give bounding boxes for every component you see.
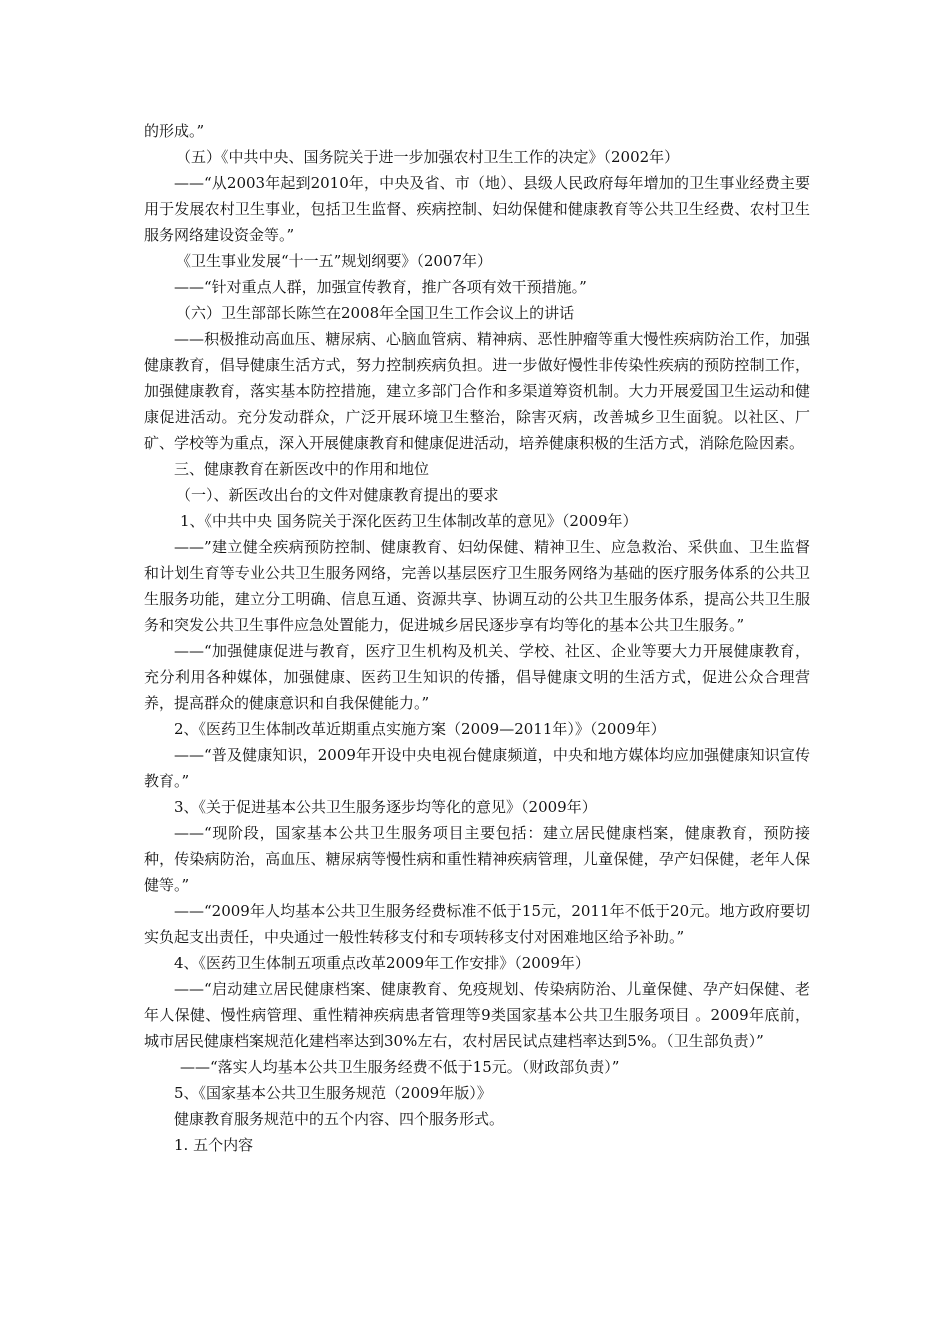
- list-item-2: 2、《医药卫生体制改革近期重点实施方案（2009—2011年）》（2009年）: [174, 720, 666, 738]
- quote-paragraph: ——“启动建立居民健康档案、健康教育、免疫规划、传染病防治、儿童保健、孕产妇保健、老年人保健、慢性病管理、重性精神疾病患者管理等9类国家基本公共卫生服务项目 。2009年底前，城市居民健康档案规范化建档率达到30%左右，农村居民试点建档率达到5%。（卫生部负责）”: [144, 980, 810, 1050]
- quote-paragraph: ——“普及健康知识，2009年开设中央电视台健康频道，中央和地方媒体均应加强健康知识宣传教育。”: [144, 746, 810, 790]
- subsection-heading-one: （一）、新医改出台的文件对健康教育提出的要求: [176, 486, 499, 504]
- subheading-five-contents: 1. 五个内容: [174, 1136, 254, 1154]
- body-paragraph: 健康教育服务规范中的五个内容、四个服务形式。: [174, 1110, 505, 1128]
- paragraph-continuation: 的形成。”: [144, 122, 205, 140]
- quote-paragraph: ——积极推动高血压、糖尿病、心脑血管病、精神病、恶性肿瘤等重大慢性疾病防治工作，加强健康教育，倡导健康生活方式，努力控制疾病负担。进一步做好慢性非传染性疾病的预防控制工作，加强健康教育，落实基本防控措施，建立多部门合作和多渠道筹资机制。大力开展爱国卫生运动和健康促进活动。充分发动群众，广泛开展环境卫生整治，除害灭病，改善城乡卫生面貌。以社区、厂矿、学校等为重点，深入开展健康教育和健康促进活动，培养健康积极的生活方式，消除危险因素。: [144, 330, 810, 452]
- quote-paragraph: ——“加强健康促进与教育，医疗卫生机构及机关、学校、社区、企业等要大力开展健康教育，充分利用各种媒体，加强健康、医药卫生知识的传播，倡导健康文明的生活方式，促进公众合理营养，提高群众的健康意识和自我保健能力。”: [144, 642, 810, 712]
- list-item-5: 5、《国家基本公共卫生服务规范（2009年版）》: [174, 1084, 492, 1102]
- list-item-3: 3、《关于促进基本公共卫生服务逐步均等化的意见》（2009年）: [174, 798, 597, 816]
- quote-paragraph: ——“现阶段，国家基本公共卫生服务项目主要包括：建立居民健康档案，健康教育，预防接种，传染病防治，高血压、糖尿病等慢性病和重性精神疾病管理，儿童保健，孕产妇保健，老年人保健等。”: [144, 824, 810, 894]
- quote-paragraph: ——“2009年人均基本公共卫生服务经费标准不低于15元，2011年不低于20元。地方政府要切实负起支出责任，中央通过一般性转移支付和专项转移支付对困难地区给予补助。”: [144, 902, 810, 946]
- document-title-line: 《卫生事业发展“十一五”规划纲要》（2007年）: [176, 252, 493, 270]
- list-item-4: 4、《医药卫生体制五项重点改革2009年工作安排》（2009年）: [174, 954, 590, 972]
- quote-paragraph: ——“落实人均基本公共卫生服务经费不低于15元。（财政部负责）”: [180, 1058, 620, 1076]
- quote-paragraph: ——“针对重点人群，加强宣传教育，推广各项有效干预措施。”: [174, 278, 587, 296]
- quote-paragraph: ——“从2003年起到2010年，中央及省、市（地）、县级人民政府每年增加的卫生事业经费主要用于发展农村卫生事业，包括卫生监督、疾病控制、妇幼保健和健康教育等公共卫生经费、农村卫生服务网络建设资金等。”: [144, 174, 810, 244]
- heading-item-five: （五）《中共中央、国务院关于进一步加强农村卫生工作的决定》（2002年）: [176, 148, 680, 166]
- heading-item-six: （六）卫生部部长陈竺在2008年全国卫生工作会议上的讲话: [176, 304, 575, 322]
- list-item-1: 1、《中共中央 国务院关于深化医药卫生体制改革的意见》（2009年）: [180, 512, 638, 530]
- document-body: [144, 118, 810, 1158]
- quote-paragraph: ——”建立健全疾病预防控制、健康教育、妇幼保健、精神卫生、应急救治、采供血、卫生监督和计划生育等专业公共卫生服务网络，完善以基层医疗卫生服务网络为基础的医疗服务体系的公共卫生服务功能，建立分工明确、信息互通、资源共享、协调互动的公共卫生服务体系，提高公共卫生服务和突发公共卫生事件应急处置能力，促进城乡居民逐步享有均等化的基本公共卫生服务。”: [144, 538, 810, 634]
- section-heading-three: 三、健康教育在新医改中的作用和地位: [174, 460, 430, 478]
